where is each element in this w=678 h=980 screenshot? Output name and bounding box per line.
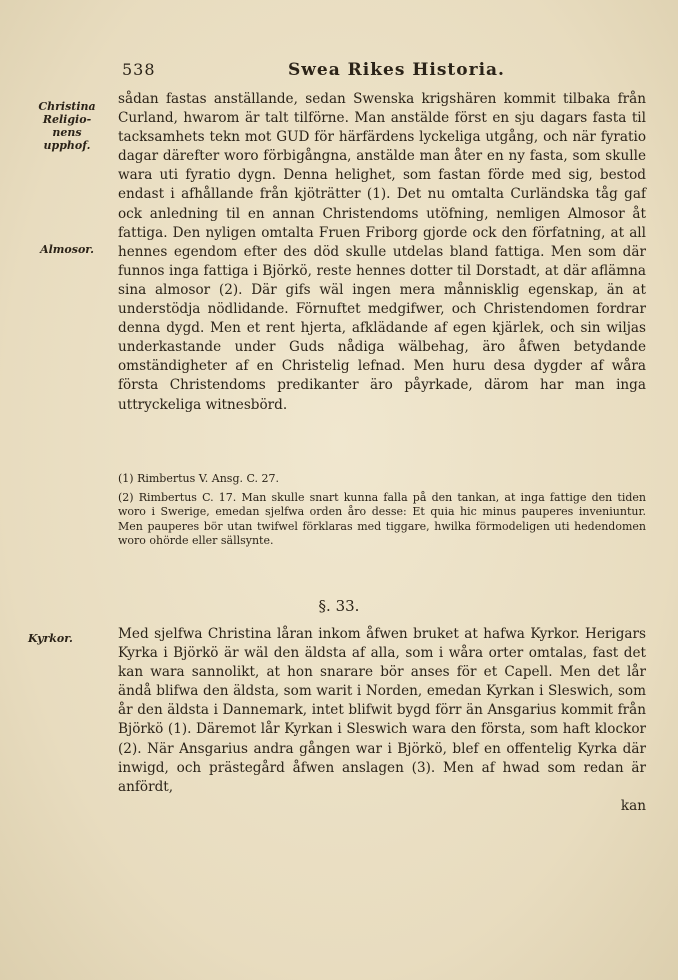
margin-note-christina <box>30 100 104 152</box>
margin-note-line: Kyrkor. <box>28 632 73 645</box>
main-text-block <box>118 90 646 415</box>
running-title: Swea Rikes Historia. <box>288 60 505 80</box>
margin-note-line: Almosor. <box>40 243 94 256</box>
margin-note-line: Religio- <box>42 113 92 126</box>
page-header <box>118 60 638 84</box>
margin-note-line: upphof. <box>43 139 91 152</box>
margin-note-kyrkor <box>28 632 98 645</box>
page-number: 538 <box>122 60 156 79</box>
footnotes <box>118 472 646 553</box>
catchword: kan <box>620 797 646 814</box>
footnote-2-text: Men pauperes bör utan twifwel förklaras med tiggare, hwilka förmodeligen uti hedendomen woro ohörde eller sällsynte. <box>118 519 646 547</box>
paragraph: Med sjelfwa Christina låran inkom åfwen bruket at hafwa Kyrkor. Herigars Kyrka i Björkö är wäl den äldsta af alla, som i wåra orter omtalas, fast det kan wara sannolikt, at hon snarare bör anses för et Capell. Men det lår ändå blifwa den äldsta, som warit i Norden, emedan Kyrkan i Sleswich, som år den äldsta i Dannemark, intet blifwit bygd förr än Ansgarius kommit från Björkö (1). Däremot lår Kyrkan i Sleswich wara den första, som haft klockor (2). När Ansgarius andra gången war i Björkö, blef en offentelig Kyrka där inwigd, och prästegård åfwen anslagen (3). Men af hwad som redan är anfördt, <box>118 626 646 795</box>
footnote-2-text: (2) Rimbertus C. 17. Man skulle snart kunna falla på den tankan, at inga fattige den tiden woro i Swerige, emedan sjelfwa orden åro desse: <box>118 490 646 518</box>
footnote-2-latin: Et quia hic minus pauperes inveniuntur. <box>412 505 646 518</box>
section-heading: §. 33. <box>318 597 360 615</box>
paragraph: sådan fastas anställande, sedan Swenska krigshären kommit tilbaka från Curland, hwarom är talt tilförne. Man anstälde först en sju dagars fasta til tacksamhets tekn mot GUD för härfärdens lyckeliga utgång, och när fyratio dagar därefter woro förbigångna, anstälde man åter en ny fasta, som skulle wara uti fyratio dygn. Denna helighet, som fastan förde med sig, bestod endast i afhållande från kjöträtter (1). Det nu omtalta Curländska tåg gaf ock anledning til en annan Christendoms utöfning, nemligen Almosor åt fattiga. Den nyligen omtalta Fruen Friborg gjorde ock den förfatning, at all hennes egendom efter des död skulle utdelas bland fattiga. Men som där funnos inga fattiga i Björkö, reste hennes dotter til Dorstadt, at där aflämna sina almosor (2). Där gifs wäl ingen mera månnisklig egenskap, än at understödja nödlidande. Förnuftet medgifwer, och Christendomen fordrar denna dygd. Men et rent hjerta, afklädande af egen kjärlek, och sin wiljas underkastande under Guds nådiga wälbehag, äro åfwen betydande omständigheter af en Christelig lefnad. Men huru desa dygder af wåra första Christendoms predikanter äro påyrkade, därom har man inga uttryckeliga witnesbörd. <box>118 91 646 413</box>
footnote-2 <box>118 491 646 549</box>
main-text-block-2 <box>118 625 646 816</box>
margin-note-almosor <box>30 243 104 256</box>
margin-note-line: nens <box>52 126 82 139</box>
margin-note-line: Christina <box>38 100 96 113</box>
footnote-1: (1) Rimbertus V. Ansg. C. 27. <box>118 472 279 485</box>
